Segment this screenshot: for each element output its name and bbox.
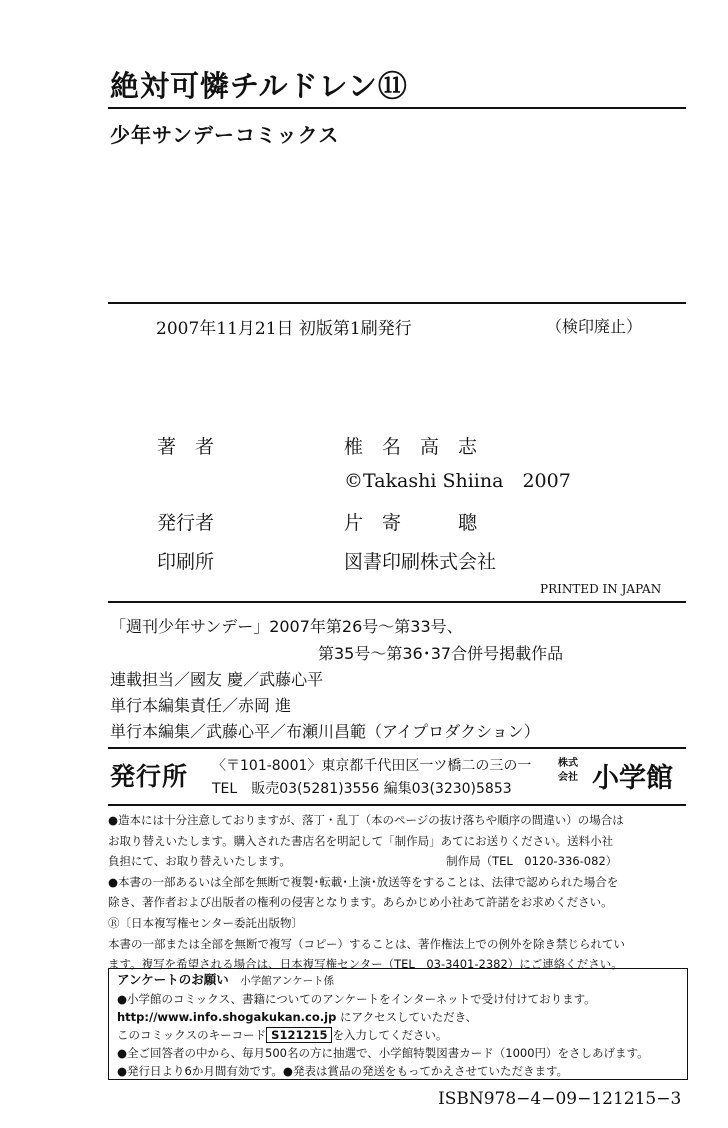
survey-url-suffix: にアクセスしていただき、 [336,1010,478,1024]
survey-dept: 小学館アンケート係 [240,975,335,987]
author-name: 椎 名 高 志 [344,436,478,458]
notices-block [108,810,688,975]
survey-url[interactable]: http://www.info.shogakukan.co.jp [117,1010,337,1024]
publisher-heading: 発行所 [110,762,189,791]
stamp-abolished-note: （検印廃止） [546,317,643,336]
notice-line: Ⓡ〔日本複写権センター委託出版物〕 [108,915,304,930]
notice-line: ます。複写を希望される場合は、日本複写権センター（TEL 03-3401-2382）にご連絡ください。 [108,957,623,972]
publisher-rule-top [108,747,686,749]
publisher-address: 〈〒101-8001〉東京都千代田区一ツ橋二の三の一 [212,758,532,774]
survey-line-5: ●発行日より6か月間有効です。●発表は賞品の発送をもってかえさせていただきます。 [117,1064,569,1078]
title-rule [108,107,686,109]
notice-line: お取り替えいたします。購入された書店名を明記して「制作局」あてにお送りください。送料小社 [108,833,614,848]
survey-heading: アンケートのお願い [117,972,229,987]
printer-role: 印刷所 [157,551,215,573]
book-title: 絶対可憐チルドレン⑪ [110,69,408,103]
corp-label-1: 株式 [558,758,578,769]
survey-line-4: ●全ご回答者の中から、毎月500名の方に抽選で、小学館特製図書カード（1000円）をさしあげます。 [117,1046,649,1060]
imprint-label: 少年サンデーコミックス [110,123,340,147]
printed-in-japan: PRINTED IN JAPAN [540,582,662,596]
isbn: ISBN978−4−09−121215−3 [438,1089,682,1109]
notice-line: 負担にて、お取り替えいたします。 制作局（TEL 0120-336-082） [108,854,618,869]
book-editor-line: 単行本編集／武藤心平／布瀬川昌範（アイプロダクション） [110,722,540,741]
notice-line: 本書の一部または全部を無断で複写（コピー）することは、著作権法上での例外を除き禁じられてい [108,936,626,951]
publisher-person-name: 片 寄 聰 [344,512,478,534]
publication-date: 2007年11月21日 初版第1刷発行 [156,319,412,339]
notices-rule-top [108,804,686,806]
publisher-person-role: 発行者 [157,512,215,534]
notice-line: ●造本には十分注意しておりますが、落丁・乱丁（本のページの抜け落ちや順序の間違い）の場合は [108,813,624,827]
survey-key-code: S121215 [266,1027,332,1043]
survey-code-prefix: このコミックスのキーコード [117,1028,267,1042]
date-rule-top [108,302,686,304]
serial-rule-top [108,601,686,603]
corp-label-2: 会社 [558,772,578,783]
author-role: 著 者 [157,436,215,458]
serial-issues-line: 第35号〜第36･37合併号掲載作品 [318,644,564,663]
serial-editor-line: 連載担当／國友 慶／武藤心平 [110,670,324,689]
printer-name: 図書印刷株式会社 [344,551,497,573]
survey-code-suffix: を入力してください。 [332,1028,448,1042]
publisher-name: 小学館 [592,763,673,794]
serial-magazine-line: 「週刊少年サンデー」2007年第26号〜第33号、 [110,617,463,636]
copyright-line: ©Takashi Shiina 2007 [344,470,571,492]
publisher-phone: TEL 販売03(5281)3556 編集03(3230)5853 [212,781,512,797]
book-chief-editor-line: 単行本編集責任／赤岡 進 [110,696,292,715]
survey-line-1: ●小学館のコミックス、書籍についてのアンケートをインターネットで受け付けております。 [117,992,596,1006]
notice-line: 除き、著作者および出版者の権利の侵害となります。あらかじめ小社あて許諾をお求めください。 [108,895,613,910]
notice-line: ●本書の一部あるいは全部を無断で複製･転載･上演･放送等をすることは、法律で認められた場合を [108,874,619,889]
survey-box [108,968,688,1080]
